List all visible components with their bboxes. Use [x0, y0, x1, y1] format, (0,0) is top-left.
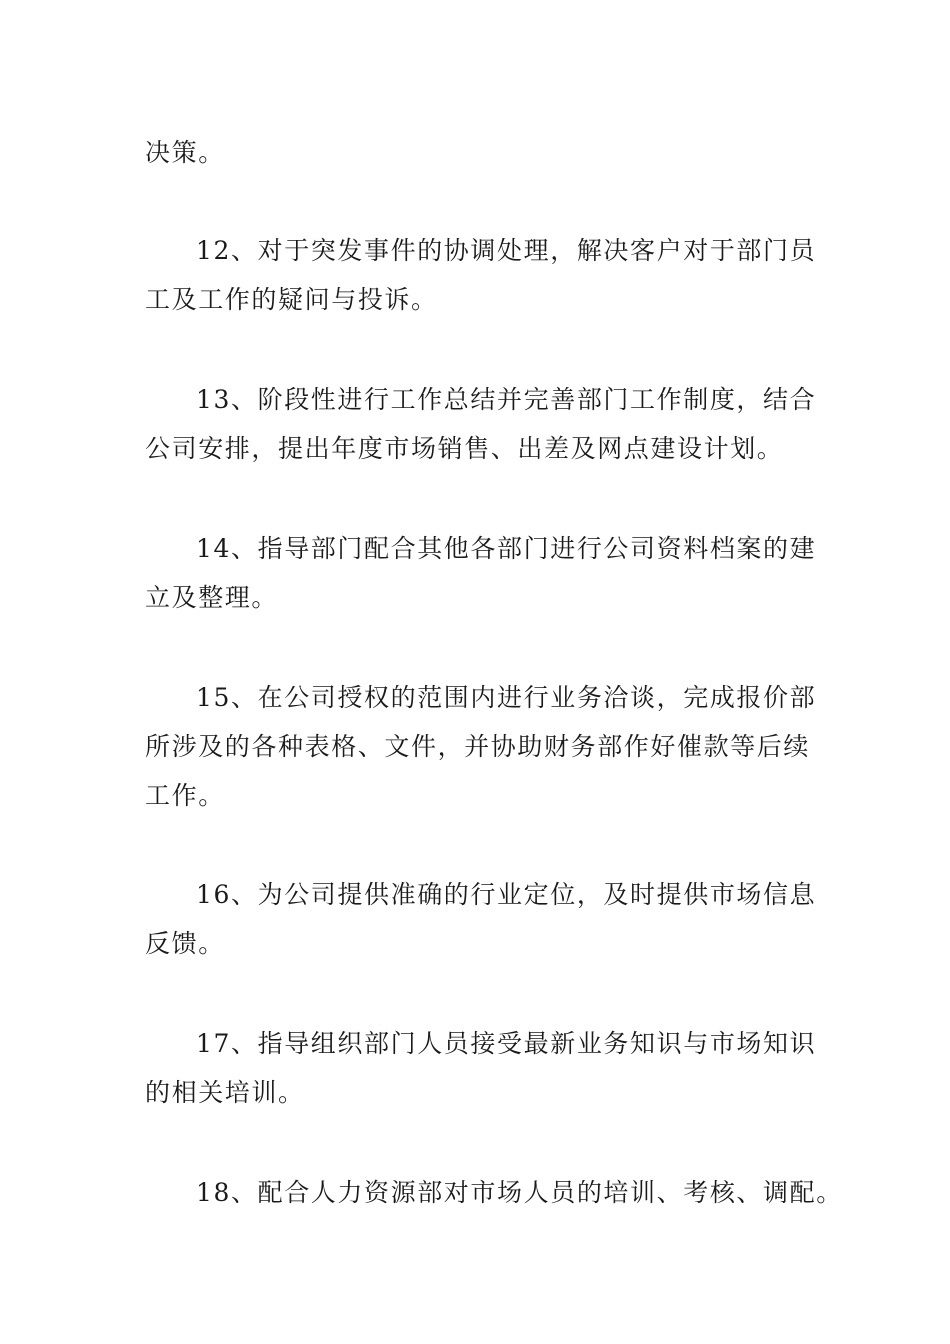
item-13-line-1: 13、阶段性进行工作总结并完善部门工作制度，结合 [196, 385, 817, 414]
item-15-line-3: 工作。 [145, 781, 225, 810]
item-13-line-2: 公司安排，提出年度市场销售、出差及网点建设计划。 [145, 434, 784, 463]
item-12-line-1: 12、对于突发事件的协调处理，解决客户对于部门员 [196, 236, 817, 265]
continuation-text: 决策。 [145, 138, 225, 167]
item-14-line-1: 14、指导部门配合其他各部门进行公司资料档案的建 [196, 534, 817, 563]
item-16-line-2: 反馈。 [145, 929, 225, 958]
item-16-line-1: 16、为公司提供准确的行业定位，及时提供市场信息 [196, 880, 817, 909]
item-17-line-2: 的相关培训。 [145, 1078, 305, 1107]
item-15-line-1: 15、在公司授权的范围内进行业务洽谈，完成报价部 [196, 683, 817, 712]
item-15-line-2: 所涉及的各种表格、文件，并协助财务部作好催款等后续 [145, 732, 811, 761]
item-18-line-1: 18、配合人力资源部对市场人员的培训、考核、调配。 [196, 1178, 843, 1207]
item-17-line-1: 17、指导组织部门人员接受最新业务知识与市场知识 [196, 1029, 817, 1058]
item-12-line-2: 工及工作的疑问与投诉。 [145, 285, 438, 314]
item-14-line-2: 立及整理。 [145, 583, 279, 612]
